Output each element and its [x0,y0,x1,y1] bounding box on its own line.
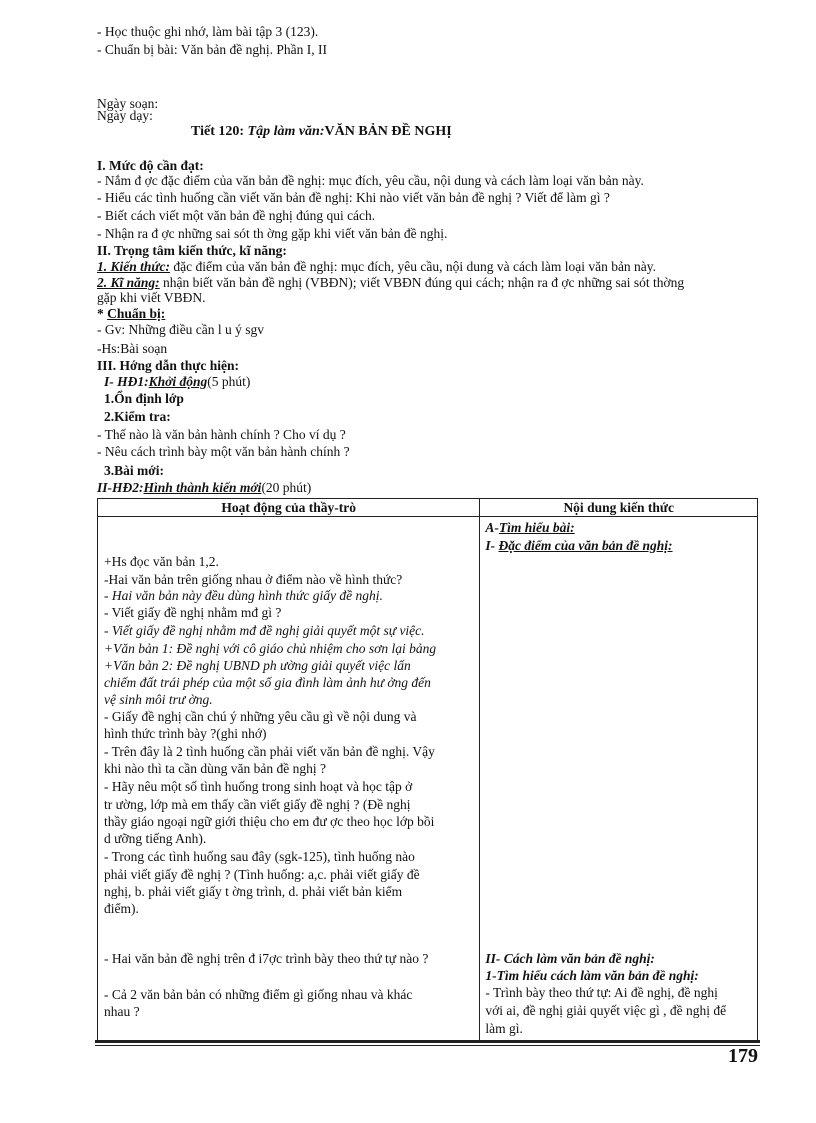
objective-item: - Biết cách viết một văn bản đề nghị đúng qui cách. [97,208,376,223]
content-heading-ii: II- Cách làm văn bản đề nghị: [485,951,655,966]
skill-text: nhận biết văn bản đề nghị (VBĐN); viết VBĐN đúng qui cách; nhận ra đ ợc những sai sót thờng [159,275,685,290]
activity-line: d ưỡng tiếng Anh). [104,831,207,846]
activity-line: - Hai văn bản này đều dùng hình thức giấy đề nghị. [104,588,383,603]
preparation-heading [97,306,165,321]
activity-line: nhau ? [104,1004,140,1019]
lesson-name: VĂN BẢN ĐỀ NGHỊ [324,124,452,139]
a-prefix: A- [485,520,499,535]
section-1-heading: I. Mức độ cần đạt: [97,158,204,173]
activity-line: +Văn bản 1: Đề nghị với cô giáo chủ nhiệm cho sơn lại bảng [104,641,437,656]
activity-line: - Viết giấy đề nghị nhằm mđ gì ? [104,605,282,620]
i-prefix: I- [485,538,499,553]
activity-line: - Trong các tình huống sau đây (sgk-125), tình huống nào [104,849,415,864]
activity-1-heading [104,374,250,389]
check-heading: 2.Kiểm tra: [104,409,171,424]
new-lesson-heading: 3.Bài mới: [104,463,164,478]
footer-rule-thin [95,1045,760,1046]
prep-label: Chuẩn bị: [107,306,166,321]
activity-line: - Trên đây là 2 tình huống cần phải viết văn bản đề nghị. Vậy [104,744,435,759]
activity-line: - Giấy đề nghị cần chú ý những yêu cầu gì về nội dung và [104,709,417,724]
hd1-title: Khởi động [148,374,208,389]
i-title: Đặc điểm của văn bản đề nghị: [498,538,673,553]
activity-line: hình thức trình bày ?(ghi nhớ) [104,726,267,741]
activities-cell [98,517,480,1042]
knowledge-text: đặc điểm của văn bản đề nghị: mục đích, yêu cầu, nội dung và cách làm loại văn bản này. [169,259,657,274]
content-heading-a [485,520,574,535]
content-heading-i [485,538,672,553]
activity-line: phải viết giấy đề nghị ? (Tình huống: a,c. phải viết giấy đề [104,867,420,882]
hd2-prefix: II- [97,480,113,495]
lesson-genre: Tập làm văn: [247,124,325,139]
lesson-number: Tiết 120: [191,124,248,139]
prepare-line: - Chuẩn bị bài: Văn bản đề nghị. Phần I, II [97,42,327,57]
stabilize-class: 1.Ổn định lớp [104,391,184,406]
content-subheading: 1-Tìm hiểu cách làm văn bản đề nghị: [485,968,699,983]
objective-item: - Hiểu các tình huống cần viết văn bản đề nghị: Khi nào viết văn bản đề nghị ? Viết để làm gì ? [97,190,610,205]
content-line: với ai, đề nghị giải quyết việc gì , đề nghị để [485,1003,727,1018]
hd1-time: (5 phút) [207,374,251,389]
knowledge-label: 1. Kiến thức: [97,259,170,274]
objective-item: - Nắm đ ợc đặc điểm của văn bản đề nghị: mục đích, yêu cầu, nội dung và cách làm loại văn bản này. [97,173,644,188]
date-taught: Ngày dạy: [97,108,153,123]
content-line: làm gì. [485,1021,523,1036]
teacher-prep: - Gv: Những điều cần l u ý sgv [97,322,265,337]
activity-line: điểm). [104,901,139,916]
section-2-heading: II. Trọng tâm kiến thức, kĩ năng: [97,243,287,258]
lesson-table [97,498,758,1042]
activity-line: -Hai văn bản trên giống nhau ở điểm nào về hình thức? [104,572,403,587]
activity-line: - Hãy nêu một số tình huống trong sinh hoạt và học tập ở [104,779,413,794]
student-prep: -Hs:Bài soạn [97,341,168,356]
page-number: 179 [728,1045,758,1067]
hd1-prefix: I- [104,374,118,389]
footer-rule-thick [95,1040,760,1043]
objective-item: - Nhận ra đ ợc những sai sót th ờng gặp khi viết văn bản đề nghị. [97,226,448,241]
lesson-title [191,124,452,139]
activity-line: tr ường, lớp mà em thấy cần viết giấy đề nghị ? (Đề nghị [104,797,411,812]
activity-line: nghị, b. phải viết giấy t ờng trình, d. phải viết bản kiểm [104,884,403,899]
hd2-label: HĐ2: [112,480,144,495]
hd2-time: (20 phút) [261,480,312,495]
activity-2-heading [97,480,311,495]
hd1-label: HĐ1: [117,374,149,389]
activity-line: - Viết giấy đề nghị nhằm mđ đề nghị giải quyết một sự việc. [104,623,425,638]
knowledge-line [97,259,656,274]
activity-line: khi nào thì ta cần dùng văn bản đề nghị ? [104,761,326,776]
content-line: - Trình bày theo thứ tự: Ai đề nghị, đề nghị [485,985,718,1000]
prep-star: * [97,306,108,321]
homework-line: - Học thuộc ghi nhớ, làm bài tập 3 (123). [97,24,319,39]
check-question: - Thế nào là văn bản hành chính ? Cho ví dụ ? [97,427,346,442]
skill-line-cont: gặp khi viết VBĐN. [97,290,206,305]
activity-line: - Hai văn bản đề nghị trên đ i7ợc trình bày theo thứ tự nào ? [104,951,429,966]
section-3-heading: III. Hớng dẫn thực hiện: [97,358,239,373]
skill-label: 2. Kĩ năng: [97,275,160,290]
a-title: Tìm hiểu bài: [498,520,575,535]
activity-line: chiếm đất trái phép của một số gia đình làm ảnh hư ởng đến [104,675,431,690]
activity-line: thầy giáo ngoại ngữ giới thiệu cho em đư ợc theo học lớp bồi [104,814,435,829]
check-question: - Nêu cách trình bày một văn bản hành chính ? [97,444,350,459]
date-prepared: Ngày soạn: [97,96,159,111]
table-header-activities: Hoạt động của thầy-trò [98,499,480,517]
activity-line: +Văn bản 2: Đề nghị UBND ph ường giải quyết việc lấn [104,658,411,673]
content-cell [480,517,758,1042]
activity-line: vệ sinh môi trư ờng. [104,692,213,707]
table-header-content: Nội dung kiến thức [480,499,758,517]
activity-line: +Hs đọc văn bản 1,2. [104,554,219,569]
skill-line [97,275,684,290]
activity-line: - Cả 2 văn bản bản có những điểm gì giống nhau và khác [104,987,413,1002]
hd2-title: Hình thành kiến mới [143,480,262,495]
